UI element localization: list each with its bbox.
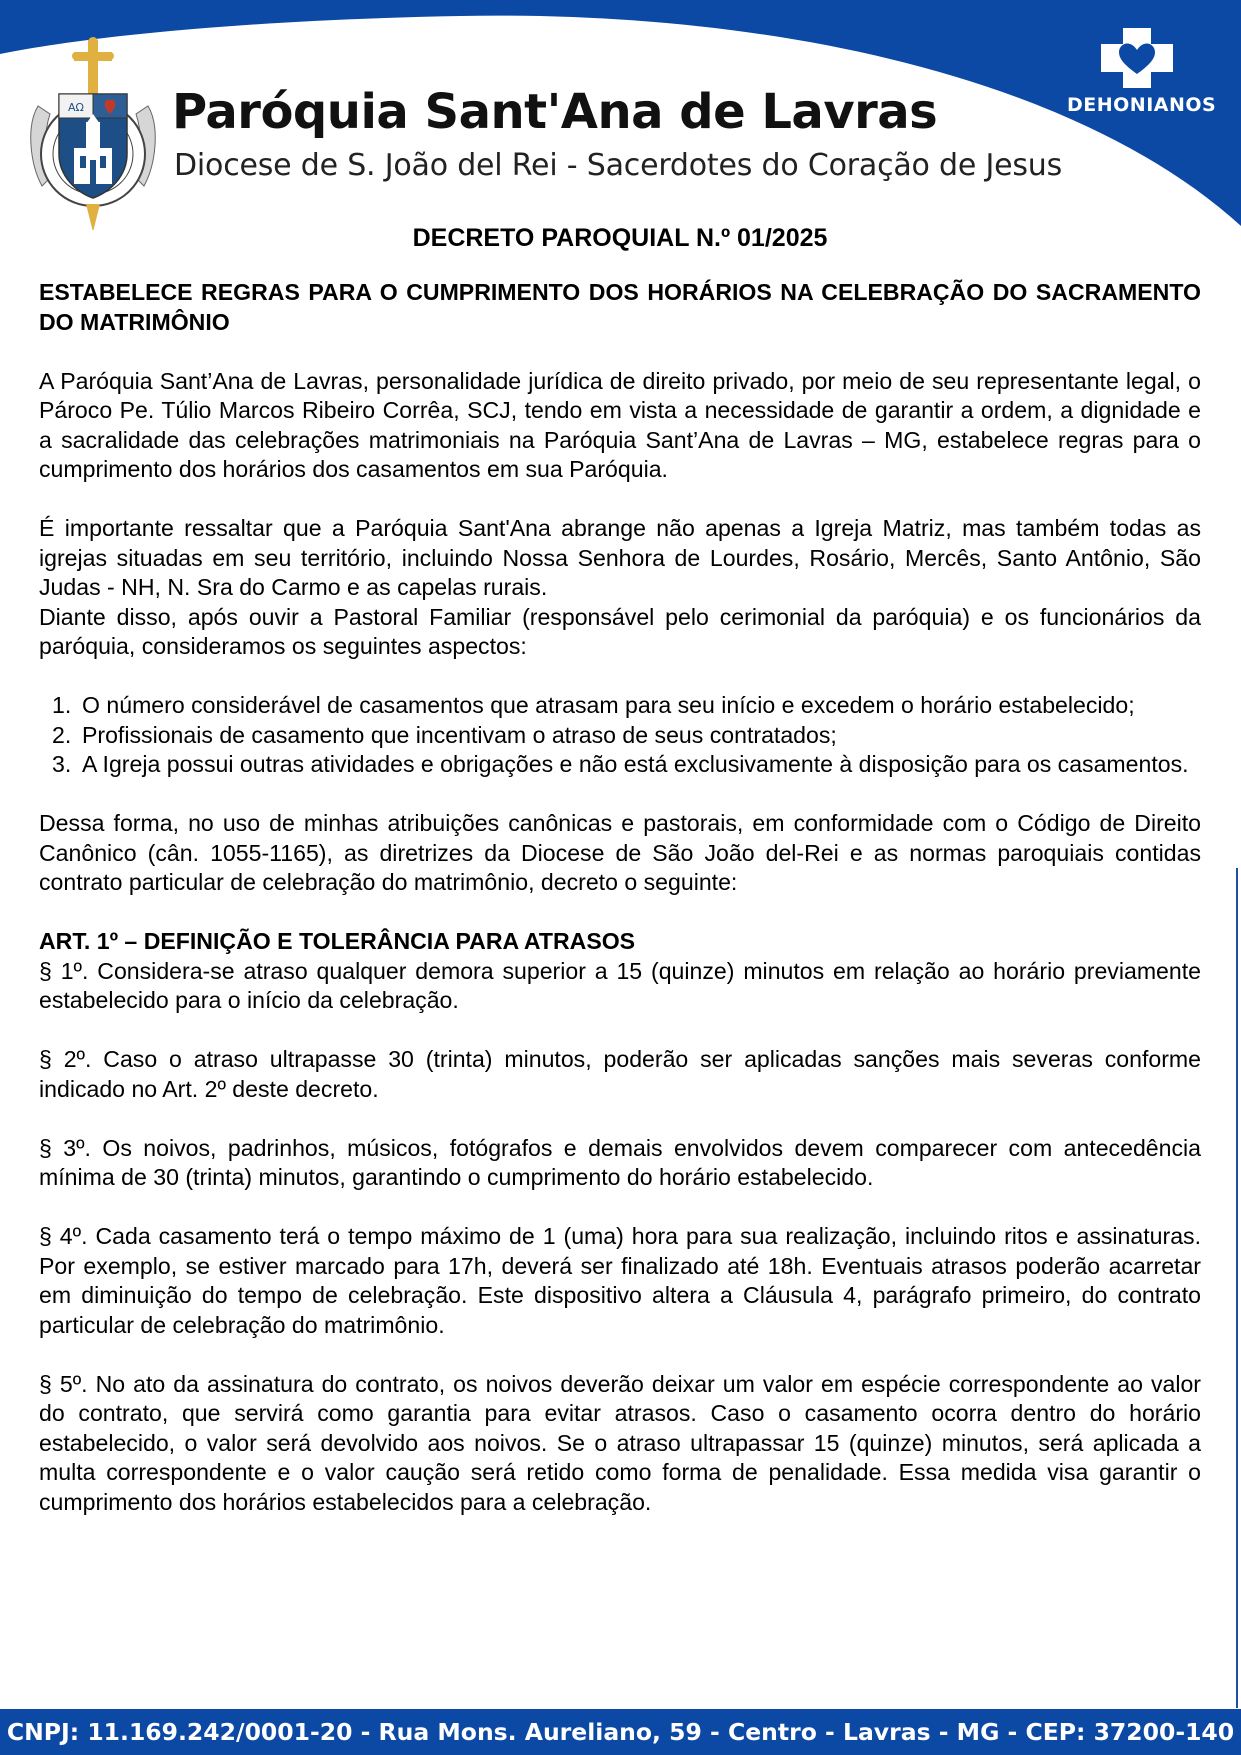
list-number: 3. — [52, 751, 72, 777]
section-paragraph-2: § 2º. Caso o atraso ultrapasse 30 (trinta) minutos, poderão ser aplicadas sanções mais severas conforme indicado no Art. 2º deste decreto. — [39, 1046, 1201, 1102]
section-paragraph-3: § 3º. Os noivos, padrinhos, músicos, fotógrafos e demais envolvidos devem comparecer com antecedência mínima de 30 (trinta) minutos, garantindo o cumprimento do horário estabelecido. — [39, 1134, 1201, 1190]
section-paragraph-4: § 4º. Cada casamento terá o tempo máximo de 1 (uma) hora para sua realização, incluindo ritos e assinaturas. Por exemplo, se estiver marcado para 17h, deverá ser finalizado até 18h. Eventuais atrasos poderão acarretar em diminuição do tempo de celebração. Este dispositivo altera a Cláusula 4, parágrafo primeiro, do contrato particular de celebração do matrimônio. — [39, 1223, 1201, 1338]
list-item — [39, 750, 1201, 780]
decree-heading: ESTABELECE REGRAS PARA O CUMPRIMENTO DOS HORÁRIOS NA CELEBRAÇÃO DO SACRAMENTO DO MATRIMÔNIO — [39, 279, 1201, 335]
intro-paragraph-1: A Paróquia Sant’Ana de Lavras, personalidade jurídica de direito privado, por meio de seu representante legal, o Pároco Pe. Túlio Marcos Ribeiro Corrêa, SCJ, tendo em vista a necessidade de garantir a ordem, a dignidade e a sacralidade das celebrações matrimoniais na Paróquia Sant’Ana de Lavras – MG, estabelece regras para o cumprimento dos horários dos casamentos em sua Paróquia. — [39, 367, 1201, 482]
page-edge-line — [1236, 868, 1238, 1708]
considerations-list — [39, 691, 1201, 780]
section-paragraph-5: § 5º. No ato da assinatura do contrato, os noivos deverão deixar um valor em espécie correspondente ao valor do contrato, que servirá como garantia para evitar atrasos. Caso o casamento ocorra dentro do horário estabelecido, o valor será devolvido aos noivos. Se o atraso ultrapassar 15 (quinze) minutos, será aplicada a multa correspondente e o valor caução será retido como forma de penalidade. Essa medida visa garantir o cumprimento dos horários estabelecidos para a celebração. — [39, 1370, 1201, 1515]
intro-paragraph-4: Dessa forma, no uso de minhas atribuições canônicas e pastorais, em conformidade com o Código de Direito Canônico (cân. 1055-1165), as diretrizes da Diocese de São João del-Rei e as normas paroquiais contidas contrato particular de celebração do matrimônio, decreto o seguinte: — [39, 810, 1201, 895]
list-text: O número considerável de casamentos que atrasam para seu início e excedem o horário estabelecido; — [82, 692, 1135, 718]
footer-bar — [0, 1709, 1241, 1755]
heart-cross-icon — [1101, 28, 1173, 88]
article-1-heading: ART. 1º – DEFINIÇÃO E TOLERÂNCIA PARA ATRASOS — [39, 928, 636, 954]
footer-contact: CNPJ: 11.169.242/0001-20 - Rua Mons. Aureliano, 59 - Centro - Lavras - MG - CEP: 37200-140 — [6, 1718, 1235, 1746]
list-number: 2. — [52, 721, 72, 748]
intro-paragraph-2: É importante ressaltar que a Paróquia Sant'Ana abrange não apenas a Igreja Matriz, mas também todas as igrejas situadas em seu território, incluindo Nossa Senhora de Lourdes, Rosário, Mercês, Santo Antônio, São Judas - NH, N. Sra do Carmo e as capelas rurais. — [39, 515, 1201, 600]
dehonianos-logo — [1067, 28, 1217, 116]
parish-subtitle: Diocese de S. João del Rei - Sacerdotes do Coração de Jesus — [174, 148, 1063, 183]
intro-paragraph-3: Diante disso, após ouvir a Pastoral Familiar (responsável pelo cerimonial da paróquia) e os funcionários da paróquia, consideramos os seguintes aspectos: — [39, 603, 1201, 659]
list-text: A Igreja possui outras atividades e obrigações e não está exclusivamente à disposição para os casamentos. — [82, 751, 1189, 777]
document-body — [39, 222, 1201, 1517]
org-name: DEHONIANOS — [1067, 94, 1217, 116]
parish-title: Paróquia Sant'Ana de Lavras — [172, 84, 938, 140]
list-item — [39, 691, 1201, 721]
crest-badge-text: ΑΩ — [68, 101, 84, 114]
list-text: Profissionais de casamento que incentivam o atraso de seus contratados; — [82, 721, 837, 748]
list-number: 1. — [52, 692, 72, 718]
parish-crest — [24, 36, 162, 230]
decree-title: DECRETO PAROQUIAL N.º 01/2025 — [412, 224, 828, 252]
list-item — [39, 721, 1201, 751]
section-paragraph-1: § 1º. Considera-se atraso qualquer demora superior a 15 (quinze) minutos em relação ao horário previamente estabelecido para o início da celebração. — [39, 957, 1201, 1013]
